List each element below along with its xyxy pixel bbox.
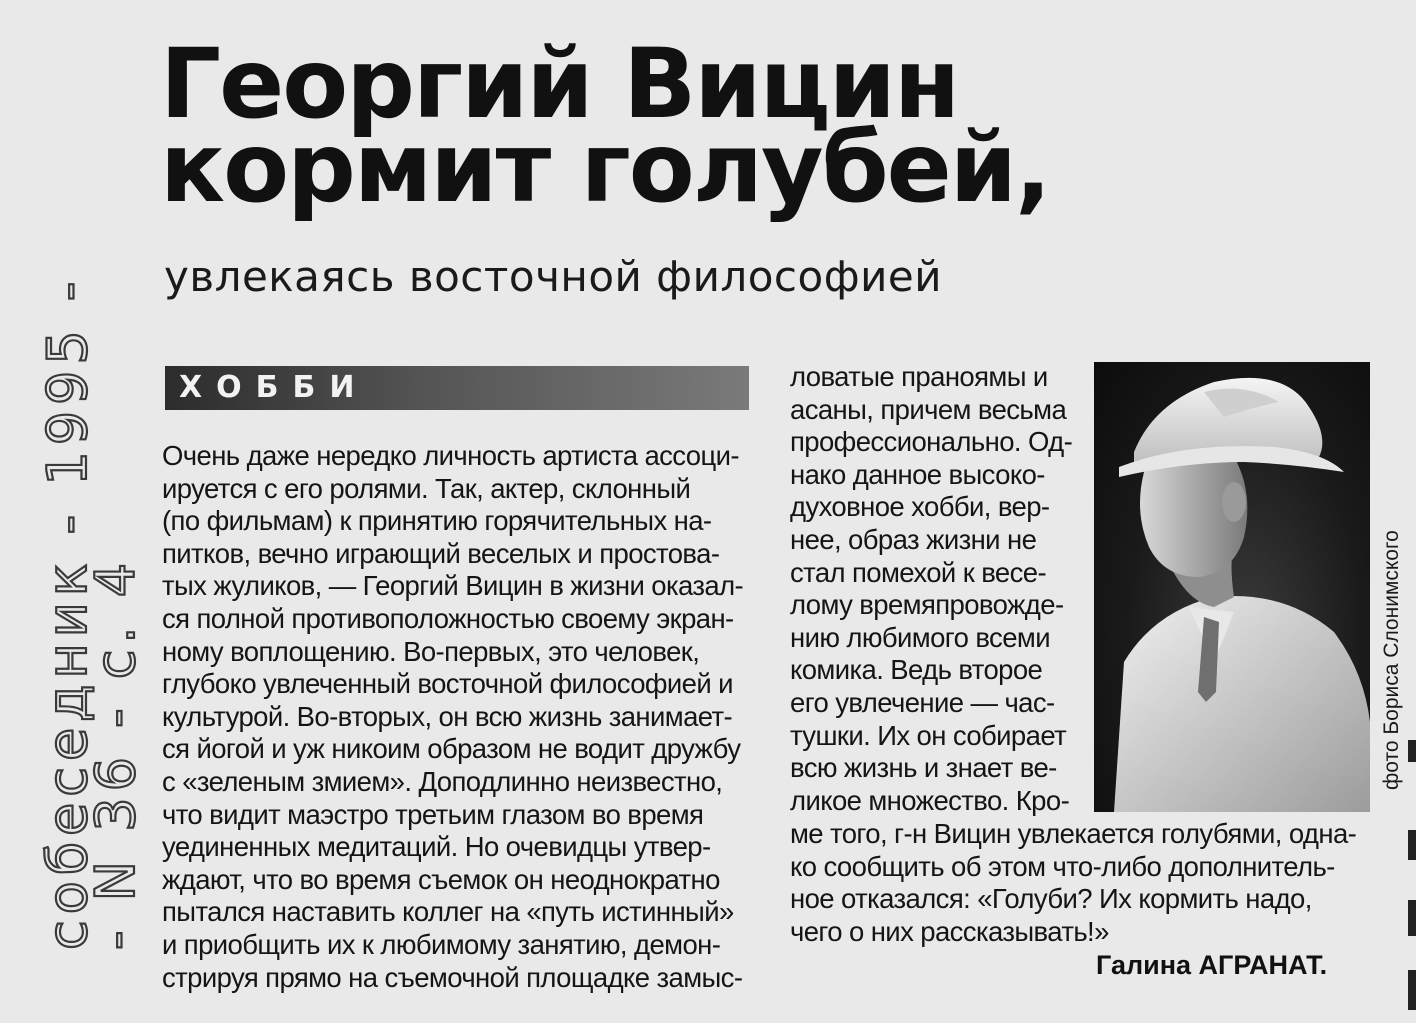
text-line: ному воплощению. Во-первых, это человек, xyxy=(162,635,700,667)
text-line: с «зеленым змием». Доподлинно неизвестно, xyxy=(162,765,723,797)
text-line: тушки. Их он собирает xyxy=(790,719,1067,751)
text-line: глубоко увлеченный восточной философией и xyxy=(162,668,733,700)
photo-credit-text: фото Бориса Слонимского xyxy=(1380,530,1403,790)
text-line: нее, образ жизни не xyxy=(790,523,1037,555)
text-line: и приобщить их к любимому занятию, демон- xyxy=(162,928,721,960)
text-line: что видит маэстро третьим глазом во время xyxy=(162,798,704,830)
handwritten-note-drawing xyxy=(22,80,142,960)
text-line: ся йогой и уж никоим образом не водит дружбу xyxy=(162,733,741,765)
text-line: его увлечение — час- xyxy=(790,686,1055,718)
handwritten-line-1: собеседник - 1995 - xyxy=(36,275,99,950)
text-line: Очень даже нередко личность артиста ассоци- xyxy=(162,440,739,471)
text-line: комика. Ведь второе xyxy=(790,654,1043,686)
text-line: ждают, что во время съемок он неоднократно xyxy=(162,863,720,895)
handwritten-line-2: - N 36 - с. 4 xyxy=(84,556,142,950)
text-line: лому времяпровожде- xyxy=(790,589,1064,621)
text-line: стрируя прямо на съемочной площадке замыс- xyxy=(162,961,743,993)
headline xyxy=(160,28,1100,224)
text-line: тых жуликов, — Георгий Вицин в жизни оказал- xyxy=(162,570,744,602)
text-line: пытался наставить коллег на «путь истинный» xyxy=(162,896,734,928)
author-byline: Галина АГРАНАТ. xyxy=(1096,950,1328,980)
edge-mark xyxy=(1408,740,1416,762)
text-line: ируется с его ролями. Так, актер, склонный xyxy=(162,472,691,504)
text-line: ликое множество. Кро- xyxy=(790,784,1070,816)
article-right-column-bottom xyxy=(790,818,1380,948)
subheadline: увлекаясь восточной философией xyxy=(164,252,943,301)
portrait-illustration xyxy=(1094,362,1370,812)
text-line: ко сообщить об этом что-либо дополнитель- xyxy=(790,850,1335,882)
text-line: профессионально. Од- xyxy=(790,426,1073,458)
text-line: духовное хобби, вер- xyxy=(790,491,1050,523)
text-line: стал помехой к весе- xyxy=(790,556,1047,588)
scan-edge-marks xyxy=(1408,740,1416,1020)
portrait-photo xyxy=(1094,362,1370,812)
headline-line-2: кормит голубей, xyxy=(160,112,1050,224)
text-line: нако данное высоко- xyxy=(790,458,1045,490)
text-line: уединенных медитаций. Но очевидцы утвер- xyxy=(162,831,711,863)
text-line: культурой. Во-вторых, он всю жизнь занимает- xyxy=(162,700,733,732)
text-line: питков, вечно играющий веселых и простова- xyxy=(162,537,720,569)
headline-line-1: Георгий Вицин xyxy=(160,28,959,140)
photo-credit xyxy=(1374,460,1408,790)
rubric-bar: ХОББИ xyxy=(165,366,749,410)
edge-mark xyxy=(1408,830,1416,860)
edge-mark xyxy=(1408,970,1416,1010)
text-line: ловатые праноямы и xyxy=(790,361,1048,392)
edge-mark xyxy=(1408,900,1416,936)
text-line: (по фильмам) к принятию горячительных на- xyxy=(162,505,712,537)
text-line: чего о них рассказывать!» xyxy=(790,915,1109,947)
text-line: ное отказался: «Голуби? Их кормить надо, xyxy=(790,883,1312,915)
text-line: всю жизнь и знает ве- xyxy=(790,752,1057,784)
article-left-column xyxy=(162,440,752,994)
handwritten-note xyxy=(22,80,142,960)
text-line: ся полной противоположностью своему экран- xyxy=(162,602,734,634)
article-right-column-top xyxy=(790,361,1090,817)
text-line: ме того, г-н Вицин увлекается голубями, одна- xyxy=(790,818,1357,849)
text-line: асаны, причем весьма xyxy=(790,393,1067,425)
text-line: нию любимого всеми xyxy=(790,621,1050,653)
